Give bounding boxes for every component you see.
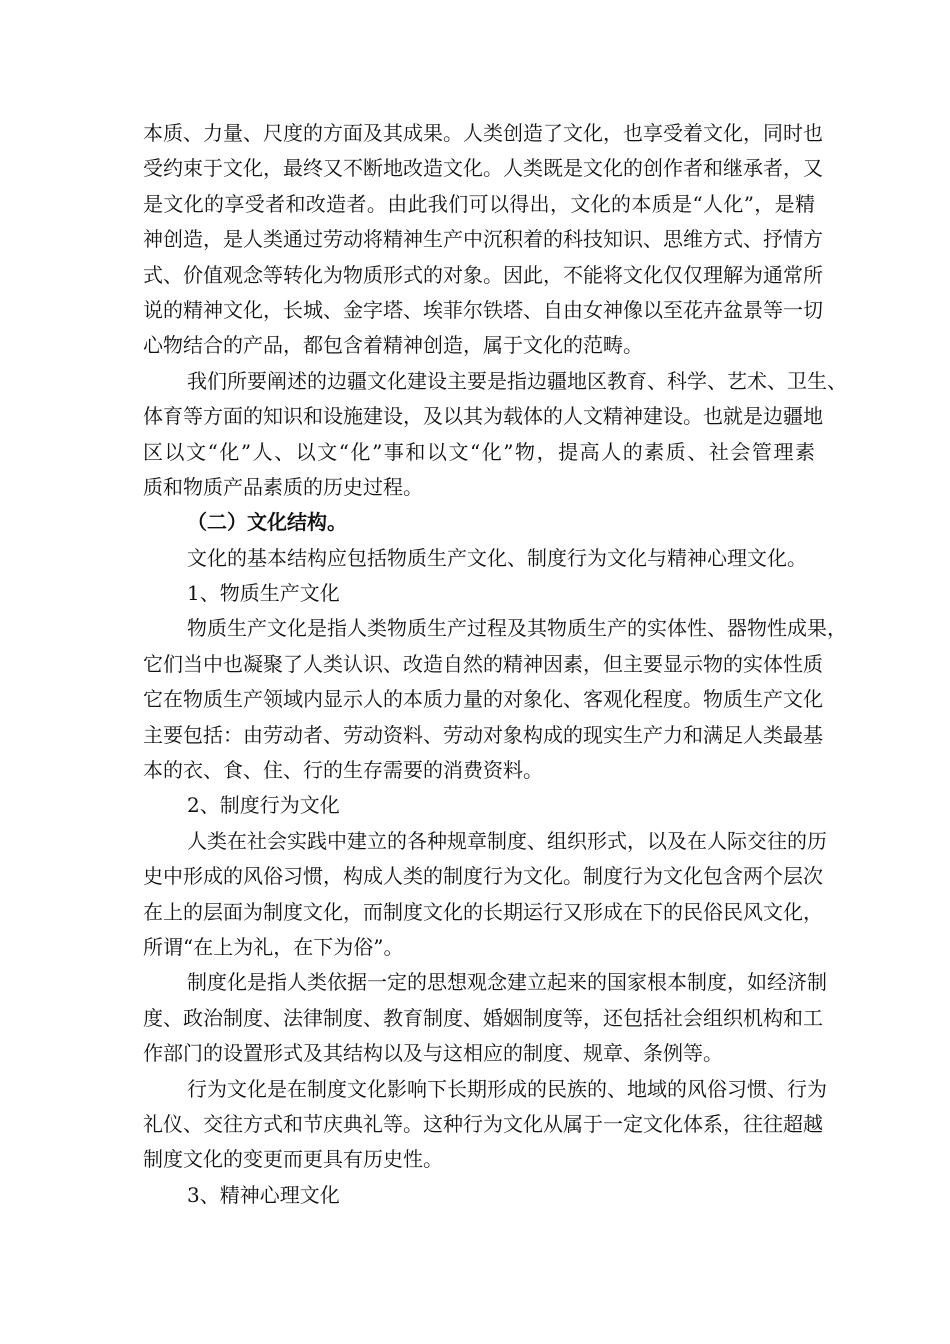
paragraph-first-line: 行为文化是在制度文化影响下长期形成的民族的、地域的风俗习惯、行为	[187, 1076, 827, 1101]
subsection-heading: 2、制度行为文化	[187, 793, 340, 818]
paragraph-first-line: 文化的基本结构应包括物质生产文化、制度行为文化与精神心理文化。	[187, 545, 807, 570]
text-line: 受约束于文化，最终又不断地改造文化。人类既是文化的创作者和继承者，又	[143, 156, 823, 181]
text-line: 史中形成的风俗习惯，构成人类的制度行为文化。制度行为文化包含两个层次	[143, 864, 823, 889]
subsection-heading: 1、物质生产文化	[187, 581, 340, 606]
text-line: 神创造，是人类通过劳动将精神生产中沉积着的科技知识、思维方式、抒情方	[143, 227, 823, 252]
paragraph-first-line: 人类在社会实践中建立的各种规章制度、组织形式，以及在人际交往的历	[187, 828, 827, 853]
text-line: 制度文化的变更而更具有历史性。	[143, 1147, 443, 1172]
text-line: 式、价值观念等转化为物质形式的对象。因此，不能将文化仅仅理解为通常所	[143, 262, 823, 287]
text-line: 度、政治制度、法律制度、教育制度、婚姻制度等，还包括社会组织机构和工	[143, 1005, 823, 1030]
text-line: 它们当中也凝聚了人类认识、改造自然的精神因素，但主要显示物的实体性质	[143, 651, 823, 676]
text-line: 主要包括：由劳动者、劳动资料、劳动对象构成的现实生产力和满足人类最基	[143, 722, 823, 747]
text-line: 礼仪、交往方式和节庆典礼等。这种行为文化从属于一定文化体系，往往超越	[143, 1111, 823, 1136]
text-line: 所谓“在上为礼，在下为俗”。	[143, 934, 404, 959]
paragraph-first-line: 我们所要阐述的边疆文化建设主要是指边疆地区教育、科学、艺术、卫生、	[187, 368, 847, 393]
subsection-heading: 3、精神心理文化	[187, 1182, 340, 1207]
document-body	[143, 116, 847, 1213]
text-line: 区以文“化”人、以文“化”事和以文“化”物，提高人的素质、社会管理素	[143, 439, 815, 464]
section-heading: （二）文化结构。	[187, 510, 347, 535]
text-line: 心物结合的产品，都包含着精神创造，属于文化的范畴。	[143, 333, 643, 358]
text-line: 它在物质生产领域内显示人的本质力量的对象化、客观化程度。物质生产文化	[143, 687, 823, 712]
text-line: 体育等方面的知识和设施建设，及以其为载体的人文精神建设。也就是边疆地	[143, 404, 823, 429]
text-line: 本质、力量、尺度的方面及其成果。人类创造了文化，也享受着文化，同时也	[143, 121, 823, 145]
paragraph-first-line: 制度化是指人类依据一定的思想观念建立起来的国家根本制度，如经济制	[187, 970, 827, 995]
text-line: 在上的层面为制度文化，而制度文化的长期运行又形成在下的民俗民风文化，	[143, 899, 823, 924]
text-line: 本的衣、食、住、行的生存需要的消费资料。	[143, 758, 543, 783]
text-line: 说的精神文化，长城、金字塔、埃菲尔铁塔、自由女神像以至花卉盆景等一切	[143, 297, 823, 322]
text-line: 是文化的享受者和改造者。由此我们可以得出，文化的本质是“人化”，是精	[143, 191, 815, 216]
text-line: 质和物质产品素质的历史过程。	[143, 474, 423, 499]
paragraph-first-line: 物质生产文化是指人类物质生产过程及其物质生产的实体性、器物性成果，	[187, 616, 847, 641]
text-line: 作部门的设置形式及其结构以及与这相应的制度、规章、条例等。	[143, 1041, 723, 1066]
